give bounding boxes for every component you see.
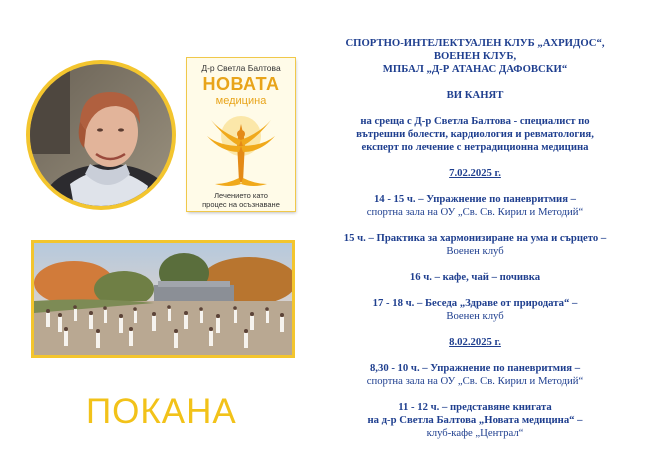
portrait-image <box>30 64 172 206</box>
organizer-line-1: СПОРТНО-ИНТЕЛЕКТУАЛЕН КЛУБ „АХРИДОС“, <box>345 37 605 49</box>
day1-date: 7.02.2025 г. <box>449 167 501 179</box>
tree-figure-icon <box>201 112 281 192</box>
invitation-text <box>320 37 630 440</box>
intro-line-1: на среща с Д-р Светла Балтова - специалист по <box>360 115 590 127</box>
portrait-photo <box>26 60 176 210</box>
left-column <box>0 0 320 459</box>
event-title: 11 - 12 ч. – представяне книгата <box>398 401 552 413</box>
event-place: клуб-кафе „Централ“ <box>426 427 524 439</box>
event-title: 14 - 15 ч. – Упражнение по паневритмия – <box>373 193 577 205</box>
event-place: спортна зала на ОУ „Св. Св. Кирил и Методий“ <box>366 375 584 387</box>
intro-line-3: експерт по лечение с нетрадиционна медицина <box>361 141 589 153</box>
event-place: спортна зала на ОУ „Св. Св. Кирил и Методий“ <box>366 206 584 218</box>
book-cover <box>187 58 295 211</box>
book-subtitle: Лечението като процес на осъзнаване <box>202 191 280 209</box>
event-title: 16 ч. – кафе, чай – почивка <box>409 271 541 283</box>
invite-heading: ВИ КАНЯТ <box>446 89 504 101</box>
event-place: Военен клуб <box>446 310 504 322</box>
exercise-group-image <box>34 243 292 355</box>
invitation-heading: ПОКАНА <box>86 392 237 431</box>
event-title: 15 ч. – Практика за хармонизиране на ума и сърцето – <box>343 232 607 244</box>
day2-date: 8.02.2025 г. <box>449 336 501 348</box>
intro-line-2: вътрешни болести, кардиология и ревматология, <box>356 128 594 140</box>
event-title: 8,30 - 10 ч. – Упражнение по паневритмия – <box>369 362 581 374</box>
book-title-main: НОВАТА <box>202 74 280 94</box>
organizer-line-2: ВОЕНЕН КЛУБ, <box>433 50 517 62</box>
panorama-photo <box>31 240 295 358</box>
event-place: Военен клуб <box>446 245 504 257</box>
event-title: 17 - 18 ч. – Беседа „Здраве от природата“ – <box>372 297 578 309</box>
event-title: на д-р Светла Балтова „Новата медицина“ – <box>367 414 583 426</box>
organizer-line-3: МПБАЛ „Д-Р АТАНАС ДАФОВСКИ“ <box>382 63 568 75</box>
book-author: Д-р Светла Балтова <box>201 63 281 73</box>
book-title-sub: медицина <box>215 95 267 107</box>
